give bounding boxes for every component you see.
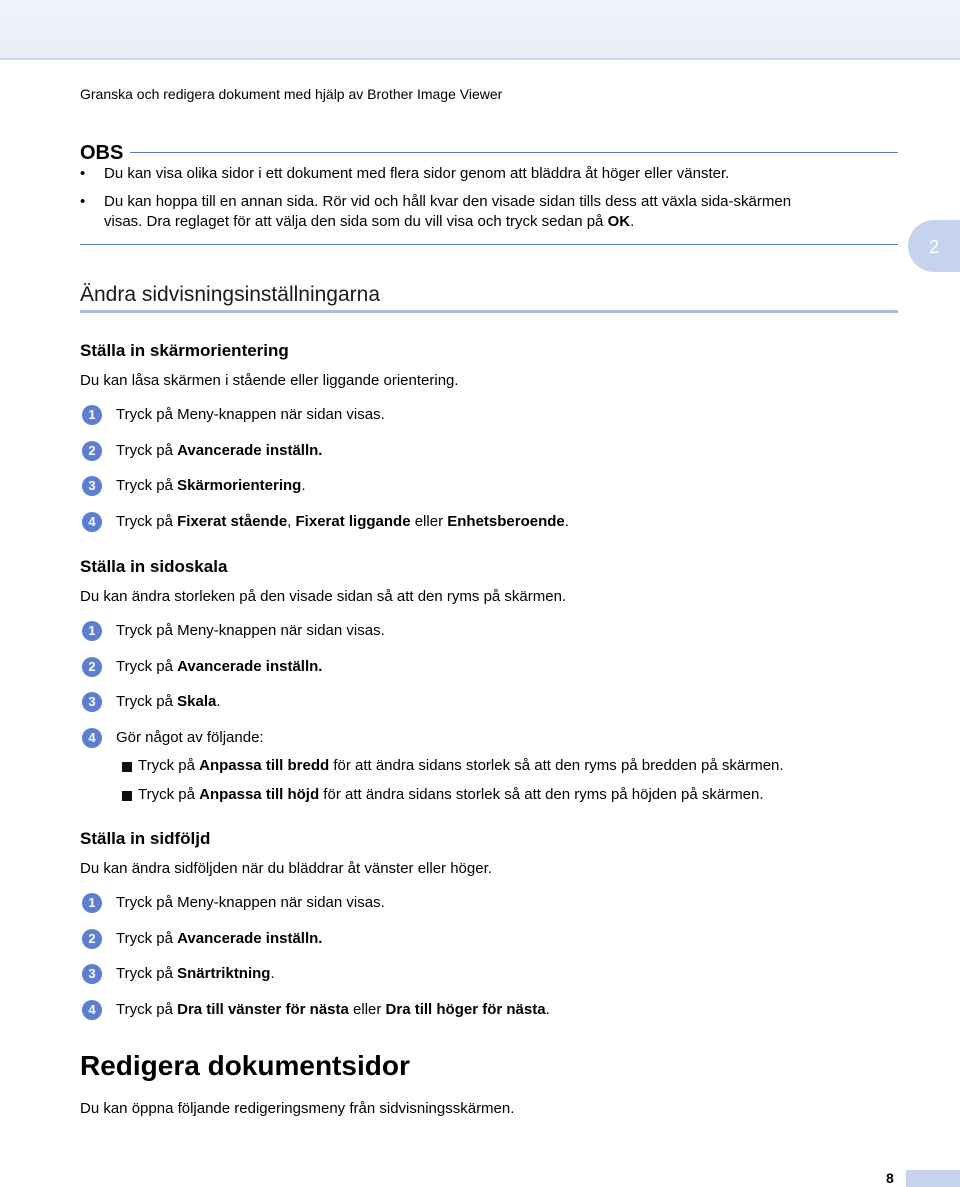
step-number-icon: 2: [82, 929, 102, 949]
paragraph: Du kan öppna följande redigeringsmeny från sidvisningsskärmen.: [80, 1100, 515, 1117]
chapter-tab: 2: [908, 220, 960, 272]
subsection-heading: Ställa in sidoskala: [80, 557, 228, 576]
step-number-icon: 2: [82, 657, 102, 677]
bullet-dot-icon: •: [80, 193, 86, 210]
subsection-heading: Ställa in sidföljd: [80, 829, 211, 848]
step-number-icon: 2: [82, 441, 102, 461]
top-band: [0, 0, 960, 60]
step-number-icon: 3: [82, 692, 102, 712]
obs-rule: [130, 152, 898, 153]
page-number: 8: [886, 1170, 894, 1186]
step-number-icon: 3: [82, 964, 102, 984]
bullet-dot-icon: •: [80, 165, 86, 182]
paragraph: Du kan ändra storleken på den visade sidan så att den ryms på skärmen.: [80, 588, 567, 605]
step-number-icon: 3: [82, 476, 102, 496]
paragraph: Du kan ändra sidföljden när du bläddrar åt vänster eller höger.: [80, 860, 492, 877]
obs-title: OBS: [80, 142, 124, 164]
running-header: Granska och redigera dokument med hjälp av Brother Image Viewer: [80, 86, 503, 102]
step-number-icon: 4: [82, 728, 102, 748]
step-number-icon: 1: [82, 405, 102, 425]
square-bullet-icon: [122, 791, 132, 801]
section-title: Ändra sidvisningsinställningarna: [80, 283, 381, 306]
obs-rule-bottom: [80, 244, 898, 245]
step-number-icon: 1: [82, 621, 102, 641]
step-number-icon: 4: [82, 1000, 102, 1020]
section-rule: [80, 310, 898, 313]
step-number-icon: 1: [82, 893, 102, 913]
subsection-heading: Ställa in skärmorientering: [80, 341, 289, 360]
chapter-heading: Redigera dokumentsidor: [80, 1050, 410, 1081]
step-number-icon: 4: [82, 512, 102, 532]
page-tab: [906, 1170, 960, 1187]
square-bullet-icon: [122, 762, 132, 772]
paragraph: Du kan låsa skärmen i stående eller liggande orientering.: [80, 372, 459, 389]
